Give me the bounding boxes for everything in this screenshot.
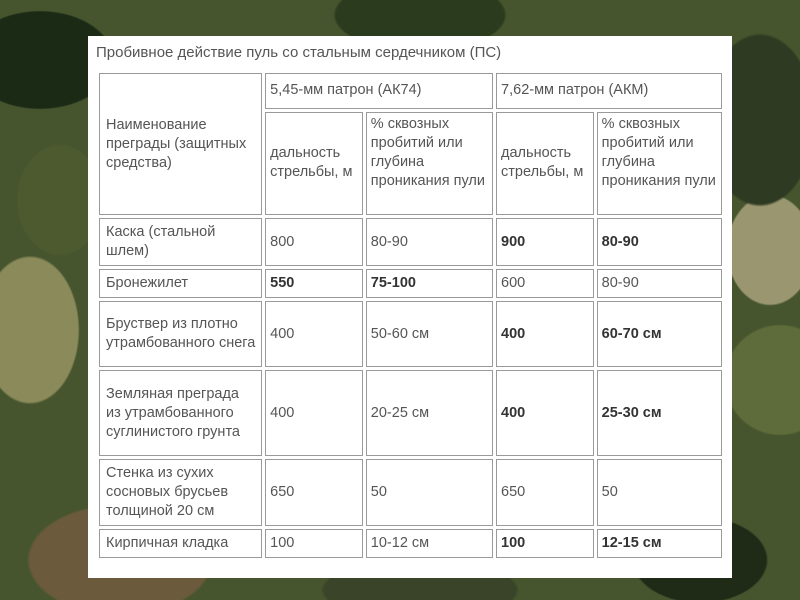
cell-akm-range: 650 xyxy=(496,459,594,526)
header-akm-range: дальность стрельбы, м xyxy=(496,112,594,215)
header-ak74-range: дальность стрельбы, м xyxy=(265,112,363,215)
header-row xyxy=(99,73,722,109)
cell-akm-range: 400 xyxy=(496,370,594,456)
cell-ak74-range: 400 xyxy=(265,301,363,367)
cell-ak74-penetration: 80-90 xyxy=(366,218,493,266)
cell-ak74-penetration: 75-100 xyxy=(366,269,493,298)
header-akm-penetration: % сквозных пробитий или глубина проникания пули xyxy=(597,112,722,215)
cell-ak74-range: 550 xyxy=(265,269,363,298)
table-row xyxy=(99,529,722,558)
row-name: Бронежилет xyxy=(99,269,262,298)
cell-ak74-range: 800 xyxy=(265,218,363,266)
header-ak74-penetration: % сквозных пробитий или глубина проникания пули xyxy=(366,112,493,215)
table-row xyxy=(99,218,722,266)
slide-card xyxy=(88,36,732,578)
cell-ak74-range: 100 xyxy=(265,529,363,558)
row-name: Земляная преграда из утрамбованного суглинистого грунта xyxy=(99,370,262,456)
cell-akm-penetration: 80-90 xyxy=(597,218,722,266)
penetration-table xyxy=(96,70,725,561)
table-title: Пробивное действие пуль со стальным сердечником (ПС) xyxy=(96,44,502,61)
cell-akm-range: 600 xyxy=(496,269,594,298)
header-akm: 7,62-мм патрон (АКМ) xyxy=(496,73,722,109)
cell-akm-penetration: 60-70 см xyxy=(597,301,722,367)
cell-akm-penetration: 25-30 см xyxy=(597,370,722,456)
row-name: Бруствер из плотно утрамбованного снега xyxy=(99,301,262,367)
cell-ak74-penetration: 50 xyxy=(366,459,493,526)
cell-akm-penetration: 50 xyxy=(597,459,722,526)
row-name: Каска (стальной шлем) xyxy=(99,218,262,266)
cell-akm-range: 900 xyxy=(496,218,594,266)
cell-ak74-penetration: 10-12 см xyxy=(366,529,493,558)
cell-akm-penetration: 80-90 xyxy=(597,269,722,298)
table-row xyxy=(99,301,722,367)
cell-akm-penetration: 12-15 см xyxy=(597,529,722,558)
cell-akm-range: 100 xyxy=(496,529,594,558)
table-row xyxy=(99,269,722,298)
cell-ak74-penetration: 20-25 см xyxy=(366,370,493,456)
row-name: Стенка из сухих сосновых брусьев толщиной 20 см xyxy=(99,459,262,526)
header-obstacle: Наименование преграды (защитных средства) xyxy=(99,73,262,215)
table-row xyxy=(99,370,722,456)
cell-akm-range: 400 xyxy=(496,301,594,367)
table-row xyxy=(99,459,722,526)
cell-ak74-range: 400 xyxy=(265,370,363,456)
cell-ak74-penetration: 50-60 см xyxy=(366,301,493,367)
header-ak74: 5,45-мм патрон (АК74) xyxy=(265,73,493,109)
row-name: Кирпичная кладка xyxy=(99,529,262,558)
cell-ak74-range: 650 xyxy=(265,459,363,526)
